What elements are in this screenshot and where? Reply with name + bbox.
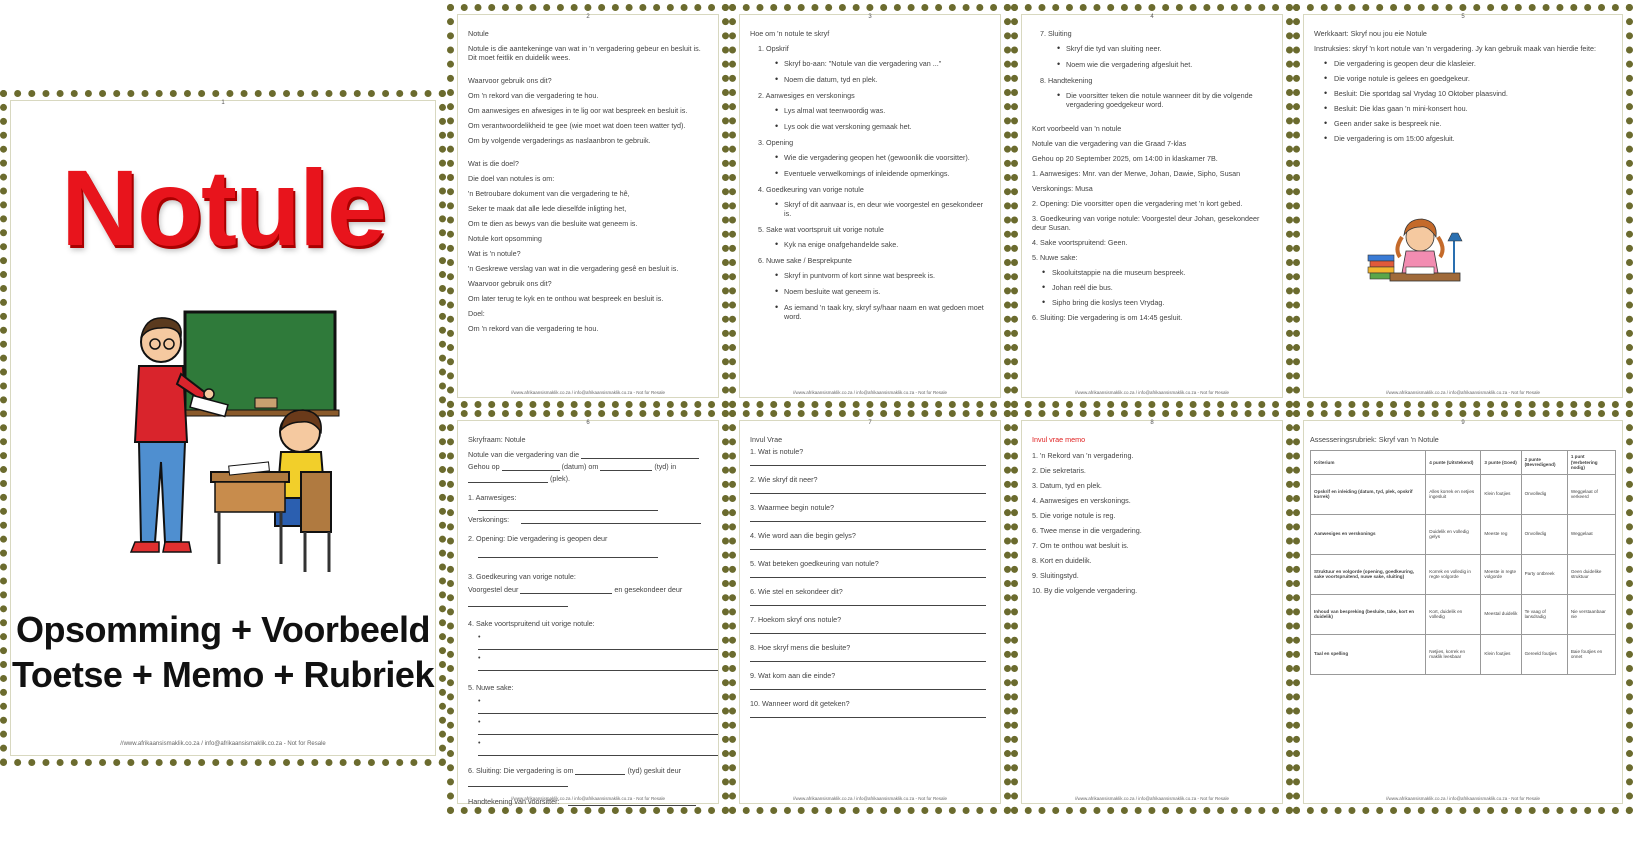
page-4-body: [1032, 29, 1272, 328]
rubric-cell: Party ontbreek: [1521, 554, 1567, 594]
rubric-cell: Opskrif en inleiding (datum, tyd, plek, opskrif korrek): [1311, 474, 1426, 514]
rubric-cell: Baie foutjies en onnet: [1567, 634, 1615, 674]
answer-line[interactable]: [750, 624, 986, 634]
question-text: 8. Hoe skryf mens die besluite?: [750, 643, 851, 652]
teacher-student-illustration: [125, 302, 345, 602]
rubric-cell: Meeste in regte volgorde: [1481, 554, 1521, 594]
frame-line: 2. Opening: Die vergadering is geopen deur: [468, 534, 608, 543]
rubric-header-cell: Kriterium: [1311, 451, 1426, 475]
page-2-body: [468, 29, 708, 339]
frame-line: 1. Aanwesiges:: [468, 493, 708, 511]
answer-line[interactable]: [750, 484, 986, 494]
page-7: [729, 410, 1011, 814]
answer-line[interactable]: [750, 596, 986, 606]
rubric-title: Assesseringsrubriek: Skryf van 'n Notule: [1310, 435, 1439, 444]
question-text: 7. Hoekom skryf ons notule?: [750, 615, 842, 624]
memo-title: Invul vrae memo: [1032, 435, 1086, 444]
bullet-item: • Skryf bo-aan: "Notule van die vergadering van ...": [750, 59, 990, 68]
rubric-cell: Alles korrek en netjies ingesluit: [1426, 474, 1481, 514]
page-footer: //www.afrikaansismaklik.co.za / info@afrikaansismaklik.co.za - Not for Resale: [1074, 796, 1230, 801]
text-line: Wat is 'n notule?: [468, 249, 521, 258]
fact-item: • Besluit: Die klas gaan 'n mini-konsert hou.: [1314, 104, 1612, 113]
rubric-cell: Aanwesiges en verskonings: [1311, 514, 1426, 554]
bullet-item: • Lys ook die wat verskoning gemaak het.: [750, 122, 990, 131]
rubric-row: [1311, 594, 1616, 634]
rubric-cell: Duidelik en volledig gelys: [1426, 514, 1481, 554]
section-title: 3. Opening: [758, 138, 794, 147]
memo-answer: 3. Datum, tyd en plek.: [1032, 481, 1102, 490]
text-line: Notule kort opsomming: [468, 234, 542, 243]
example-closing: 6. Sluiting: Die vergadering is om 14:45 gesluit.: [1032, 313, 1183, 322]
page-footer: //www.afrikaansismaklik.co.za / info@afrikaansismaklik.co.za - Not for Resale: [1074, 390, 1230, 395]
text-line: Waarvoor gebruik ons dit?: [468, 76, 552, 85]
frame-line: Voorgestel deur en gesekondeer deur: [468, 585, 683, 594]
rubric-cell: Onvolledig: [1521, 474, 1567, 514]
example-line: 2. Opening: Die voorsitter open die vergadering met 'n kort gebed.: [1032, 199, 1243, 208]
frame-line: 3. Goedkeuring van vorige notule:: [468, 572, 576, 581]
frame-line: •: [468, 738, 708, 756]
worksheet-title: Werkkaart: Skryf nou jou eie Notule: [1314, 29, 1427, 38]
frame-line: 5. Nuwe sake:: [468, 683, 514, 692]
memo-answer: 1. 'n Rekord van 'n vergadering.: [1032, 451, 1134, 460]
bullet-item: • Skryf die tyd van sluiting neer.: [1032, 44, 1272, 53]
rubric-header-cell: 4 punte (Uitstekend): [1426, 451, 1481, 475]
rubric-header-cell: 2 punte (Bevredigend): [1521, 451, 1567, 475]
page-6: [447, 410, 729, 814]
memo-answer: 8. Kort en duidelik.: [1032, 556, 1092, 565]
rubric-row: [1311, 634, 1616, 674]
rubric-cell: Geen duidelike struktuur: [1567, 554, 1615, 594]
bullet-item: • Johan reël die bus.: [1032, 283, 1272, 292]
memo-answer: 4. Aanwesiges en verskonings.: [1032, 496, 1131, 505]
cover-title: Notule: [61, 147, 385, 268]
question-text: 4. Wie word aan die begin gelys?: [750, 531, 856, 540]
text-line: Om verantwoordelikheid te gee (wie moet wat doen teen watter tyd).: [468, 121, 686, 130]
rubric-table: [1310, 450, 1616, 675]
page-5-body: [1314, 29, 1612, 149]
fact-item: • Die vorige notule is gelees en goedgekeur.: [1314, 74, 1612, 83]
rubric-cell: Inhoud van bespreking (besluite, take, kort en duidelik): [1311, 594, 1426, 634]
page-2: [447, 4, 729, 408]
rubric-cell: Kort, duidelik en volledig: [1426, 594, 1481, 634]
page-number: 7: [868, 420, 872, 426]
memo-answer: 5. Die vorige notule is reg.: [1032, 511, 1116, 520]
memo-answer: 10. By die volgende vergadering.: [1032, 586, 1138, 595]
page-number: 6: [586, 420, 590, 426]
page-number: 8: [1150, 420, 1154, 426]
answer-line[interactable]: [750, 708, 986, 718]
frame-line: •: [468, 696, 708, 714]
fact-item: • Geen ander sake is bespreek nie.: [1314, 119, 1612, 128]
rubric-header-row: [1311, 451, 1616, 475]
bullet-item: • Eventuele verwelkomings of inleidende opmerkings.: [750, 169, 990, 178]
frame-line: •: [468, 717, 708, 735]
bullet-item: • Noem besluite wat geneem is.: [750, 287, 990, 296]
example-line: 4. Sake voortspruitend: Geen.: [1032, 238, 1128, 247]
frame-title: Skryfraam: Notule: [468, 435, 526, 444]
frame-line: (plek).: [468, 474, 708, 483]
page-3-body: [750, 29, 990, 328]
frame-line: [468, 549, 708, 558]
rubric-row: [1311, 514, 1616, 554]
page-3: [729, 4, 1011, 408]
rubric-cell: Meeste reg: [1481, 514, 1521, 554]
page-9: [1293, 410, 1633, 814]
bullet-item: • Lys almal wat teenwoordig was.: [750, 106, 990, 115]
page-footer: //www.afrikaansismaklik.co.za / info@afrikaansismaklik.co.za - Not for Resale: [510, 390, 666, 395]
rubric-cell: Netjies, korrek en maklik leesbaar: [1426, 634, 1481, 674]
section-title: 4. Goedkeuring van vorige notule: [758, 185, 864, 194]
rubric-row: [1311, 474, 1616, 514]
bullet-item: • Skryf in puntvorm of kort sinne wat bespreek is.: [750, 271, 990, 280]
text-line: Notule is die aantekeninge van wat in 'n vergadering gebeur en besluit is. Dit moet feitlik en duidelik wees.: [468, 44, 701, 62]
page-footer: //www.afrikaansismaklik.co.za / info@afrikaansismaklik.co.za - Not for Resale: [1385, 796, 1541, 801]
example-heading: Kort voorbeeld van 'n notule: [1032, 124, 1122, 133]
page-footer: //www.afrikaansismaklik.co.za / info@afrikaansismaklik.co.za - Not for Resale: [792, 796, 948, 801]
girl-studying-illustration: [1366, 211, 1476, 291]
page-number: 9: [1461, 420, 1465, 426]
bullet-item: • Sipho bring die koslys teen Vrydag.: [1032, 298, 1272, 307]
question-text: 5. Wat beteken goedkeuring van notule?: [750, 559, 879, 568]
text-line: Om te dien as bewys van die besluite wat geneem is.: [468, 219, 638, 228]
page-number: 4: [1150, 14, 1154, 20]
cover-subtitle-line1: Opsomming + Voorbeeld: [16, 609, 430, 650]
page-number: 1: [221, 100, 225, 106]
example-line: Gehou op 20 September 2025, om 14:00 in klaskamer 7B.: [1032, 154, 1218, 163]
text-line: Seker te maak dat alle lede dieselfde inligting het,: [468, 204, 627, 213]
worksheet-instructions: Instruksies: skryf 'n kort notule van 'n vergadering. Jy kan gebruik maak van hierdie feite:: [1314, 44, 1596, 53]
frame-line: Gehou op (datum) om (tyd) in: [468, 462, 677, 471]
question-text: 6. Wie stel en sekondeer dit?: [750, 587, 843, 596]
page-number: 3: [868, 14, 872, 20]
frame-line: Handtekening van voorsitter:: [468, 797, 708, 806]
section-title: 7. Sluiting: [1040, 29, 1072, 38]
memo-answer: 6. Twee mense in die vergadering.: [1032, 526, 1142, 535]
text-line: Waarvoor gebruik ons dit?: [468, 279, 552, 288]
section-title: 6. Nuwe sake / Besprekpunte: [758, 256, 852, 265]
bullet-item: • Skooluitstappie na die museum bespreek.: [1032, 268, 1272, 277]
cover-page: [0, 90, 446, 766]
text-line: Die doel van notules is om:: [468, 174, 555, 183]
rubric-cell: Weggelaat: [1567, 514, 1615, 554]
memo-answer: 2. Die sekretaris.: [1032, 466, 1086, 475]
fact-item: • Besluit: Die sportdag sal Vrydag 10 Oktober plaasvind.: [1314, 89, 1612, 98]
bullet-item: • Die voorsitter teken die notule wanneer dit by die volgende vergadering goedgekeur word.: [1032, 91, 1272, 109]
page-number: 2: [586, 14, 590, 20]
text-line: Om by volgende vergaderings as naslaanbron te gebruik.: [468, 136, 651, 145]
page-footer: //www.afrikaansismaklik.co.za / info@afrikaansismaklik.co.za - Not for Resale: [1385, 390, 1541, 395]
page-footer: //www.afrikaansismaklik.co.za / info@afrikaansismaklik.co.za - Not for Resale: [510, 796, 666, 801]
rubric-cell: Te vaag of lansdradig: [1521, 594, 1567, 634]
rubric-header-cell: 3 punte (Goed): [1481, 451, 1521, 475]
section-title: 2. Aanwesiges en verskonings: [758, 91, 855, 100]
question-text: 9. Wat kom aan die einde?: [750, 671, 836, 680]
text-line: Om aanwesiges en afwesiges in te lig oor wat bespreek en besluit is.: [468, 106, 688, 115]
text-line: Notule: [468, 29, 489, 38]
rubric-cell: Klein foutjies: [1481, 474, 1521, 514]
section-heading: Hoe om 'n notule te skryf: [750, 29, 830, 38]
rubric-cell: Onvolledig: [1521, 514, 1567, 554]
rubric-cell: Meestal duidelik: [1481, 594, 1521, 634]
rubric-row: [1311, 554, 1616, 594]
text-line: Wat is die doel?: [468, 159, 519, 168]
rubric-header-cell: 1 punt (Verbetering nodig): [1567, 451, 1615, 475]
rubric-cell: Weggelaat of verkeerd: [1567, 474, 1615, 514]
text-line: Om later terug te kyk en te onthou wat bespreek en besluit is.: [468, 294, 664, 303]
page-9-body: [1310, 435, 1616, 675]
bullet-item: • Skryf of dit aanvaar is, en deur wie voorgestel en gesekondeer is.: [750, 200, 990, 218]
answer-line[interactable]: [750, 540, 986, 550]
page-4: [1011, 4, 1293, 408]
questions-title: Invul Vrae: [750, 435, 783, 444]
answer-line[interactable]: [750, 512, 986, 522]
rubric-cell: Korrek en volledig in regte volgorde: [1426, 554, 1481, 594]
question-text: 2. Wie skryf dit neer?: [750, 475, 818, 484]
text-line: 'n Betroubare dokument van die vergadering te hê,: [468, 189, 630, 198]
bullet-item: • Wie die vergadering geopen het (gewoonlik die voorsitter).: [750, 153, 990, 162]
text-line: Om 'n rekord van die vergadering te hou.: [468, 91, 599, 100]
frame-line: [468, 778, 708, 787]
page-6-body: [468, 435, 708, 806]
section-title: 5. Sake wat voortspruit uit vorige notule: [758, 225, 884, 234]
rubric-cell: Struktuur en volgorde (opening, goedkeuring, sake voortspruitend, nuwe sake, sluiting): [1311, 554, 1426, 594]
answer-line[interactable]: [750, 680, 986, 690]
fact-item: • Die vergadering is geopen deur die klasleier.: [1314, 59, 1612, 68]
memo-answer: 7. Om te onthou wat besluit is.: [1032, 541, 1129, 550]
bullet-item: • As iemand 'n taak kry, skryf sy/haar naam en wat gedoen moet word.: [750, 303, 990, 321]
frame-line: 4. Sake voortspruitend uit vorige notule:: [468, 619, 595, 628]
page-7-body: [750, 435, 990, 727]
bullet-item: • Noem die datum, tyd en plek.: [750, 75, 990, 84]
question-text: 3. Waarmee begin notule?: [750, 503, 835, 512]
cover-subtitle-line2: Toetse + Memo + Rubriek: [12, 654, 434, 695]
page-5: [1293, 4, 1633, 408]
question-text: 1. Wat is notule?: [750, 447, 804, 456]
answer-line[interactable]: [750, 568, 986, 578]
page-8: [1011, 410, 1293, 814]
example-line: 1. Aanwesiges: Mnr. van der Merwe, Johan, Dawie, Sipho, Susan: [1032, 169, 1241, 178]
answer-line[interactable]: [750, 652, 986, 662]
question-text: 10. Wanneer word dit geteken?: [750, 699, 850, 708]
rubric-cell: Gereeld foutjies: [1521, 634, 1567, 674]
text-line: 'n Geskrewe verslag van wat in die vergadering gesê en besluit is.: [468, 264, 679, 273]
text-line: Om 'n rekord van die vergadering te hou.: [468, 324, 599, 333]
bullet-item: • Noem wie die vergadering afgesluit het.: [1032, 60, 1272, 69]
example-line: 3. Goedkeuring van vorige notule: Voorgestel deur Johan, gesekondeer deur Susan.: [1032, 214, 1260, 232]
frame-line: •: [468, 632, 708, 650]
section-title: 8. Handtekening: [1040, 76, 1093, 85]
example-line: 5. Nuwe sake:: [1032, 253, 1078, 262]
rubric-cell: Nie verstaanbaar nie: [1567, 594, 1615, 634]
page-number: 5: [1461, 14, 1465, 20]
frame-line: [468, 598, 708, 607]
example-line: Notule van die vergadering van die Graad 7-klas: [1032, 139, 1187, 148]
page-footer: //www.afrikaansismaklik.co.za / info@afrikaansismaklik.co.za - Not for Resale: [792, 390, 948, 395]
frame-line: 6. Sluiting: Die vergadering is om (tyd) gesluit deur: [468, 766, 681, 775]
rubric-cell: Klein foutjies: [1481, 634, 1521, 674]
bullet-item: • Kyk na enige onafgehandelde sake.: [750, 240, 990, 249]
frame-line: •: [468, 653, 708, 671]
page-8-body: [1032, 435, 1272, 601]
cover-footer: //www.afrikaansismaklik.co.za / info@afrikaansismaklik.co.za - Not for Resale: [120, 741, 326, 747]
section-title: 1. Opskrif: [758, 44, 789, 53]
text-line: Doel:: [468, 309, 485, 318]
fact-item: • Die vergadering is om 15:00 afgesluit.: [1314, 134, 1612, 143]
example-line: Verskonings: Musa: [1032, 184, 1093, 193]
frame-line: Verskonings:: [468, 515, 708, 524]
rubric-cell: Taal en spelling: [1311, 634, 1426, 674]
answer-line[interactable]: [750, 456, 986, 466]
frame-line: Notule van die vergadering van die: [468, 450, 708, 459]
memo-answer: 9. Sluitingstyd.: [1032, 571, 1079, 580]
